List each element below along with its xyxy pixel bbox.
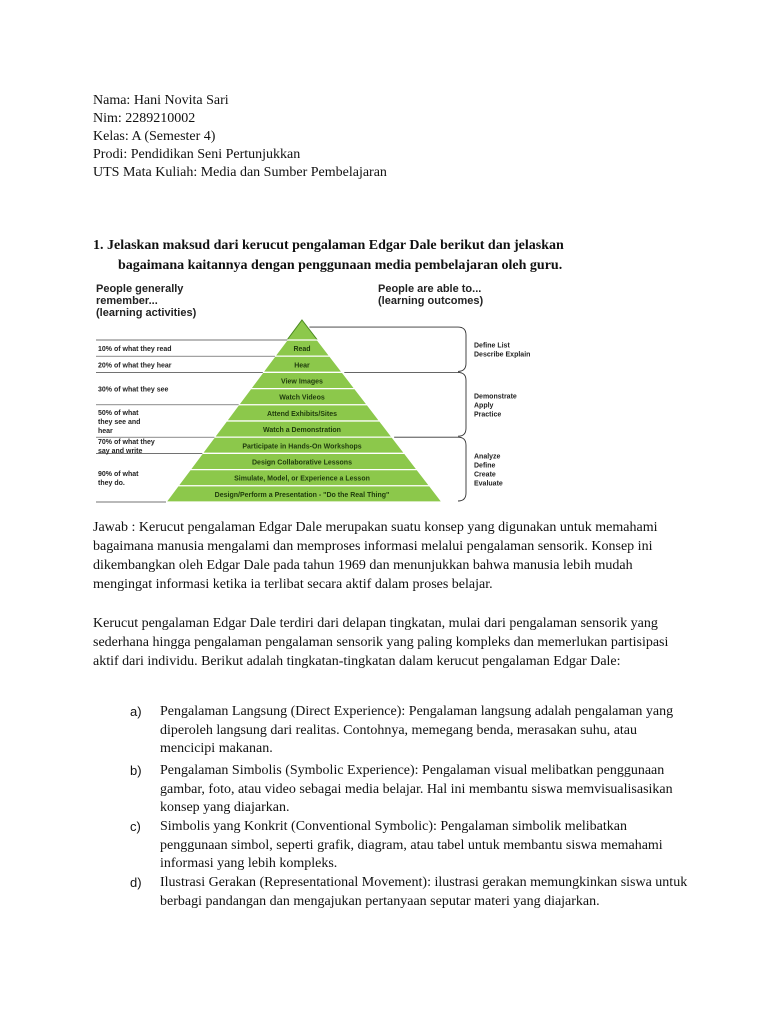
remember-label: 70% of what they [98,438,155,446]
pyramid-level-label: Watch Videos [279,394,325,402]
answer-paragraph-1: Jawab : Kerucut pengalaman Edgar Dale merupakan suatu konsep yang digunakan untuk memahami bagaimana manusia mengalami dan memproses informasi melalui pengalaman sensorik. Konsep ini dikembangkan oleh Edgar Dale pada tahun 1969 dan menunjukkan bahwa manusia lebih mudah mengingat informasi ketika ia terlibat secara aktif dalam proses belajar. [93,520,658,592]
list-item-text: Ilustrasi Gerakan (Representational Movement): ilustrasi gerakan memungkinkan siswa untuk berbagi pandangan dan mengajukan pertanyaan seputar materi yang diajarkan. [160,875,688,909]
list-marker: b) [130,763,142,778]
remember-label: 30% of what they see [98,386,169,394]
student-class: Kelas: A (Semester 4) [93,129,216,144]
study-program: Prodi: Pendidikan Seni Pertunjukkan [93,147,301,162]
remember-label: say and write [98,447,143,455]
right-title-line: People are able to... [378,283,482,295]
outcome-label: Practice [474,411,502,419]
list-marker: c) [130,819,141,834]
right-title-line: (learning outcomes) [378,295,484,307]
exam-course: UTS Mata Kuliah: Media dan Sumber Pembelajaran [93,165,387,180]
pyramid-level-label: Simulate, Model, or Experience a Lesson [234,475,370,483]
outcome-label: Define List [474,342,510,350]
remember-label: they do. [98,480,125,488]
remember-label: they see and [98,419,141,426]
remember-label: hear [98,428,113,435]
left-title-line: remember... [96,295,158,307]
edgar-dale-cone-diagram [92,278,552,510]
list-item-text: Pengalaman Langsung (Direct Experience): Pengalaman langsung adalah pengalaman yang diperoleh langsung dari realitas. Contohnya, memegang benda, merasakan suhu, atau mencicipi makanan. [160,704,674,756]
left-title-line: (learning activities) [96,307,197,319]
outcome-label: Apply [474,402,494,410]
outcome-label: Define [474,462,496,470]
pyramid-level-label: Design Collaborative Lessons [252,459,352,467]
outcome-label: Analyze [474,453,501,461]
outcome-label: Demonstrate [474,393,517,401]
bracket-curve [458,327,466,371]
pyramid-level-label: View Images [281,378,323,386]
list-item [130,703,690,759]
question-line-1: 1. Jelaskan maksud dari kerucut pengalaman Edgar Dale berikut dan jelaskan [93,238,564,253]
outcome-label: Describe Explain [474,351,531,359]
list-item [130,874,690,911]
outcome-label: Evaluate [474,480,503,488]
pyramid-level-label: Design/Perform a Presentation - "Do the Real Thing" [214,491,390,499]
pyramid-cap [287,320,317,340]
answer-paragraph-2: Kerucut pengalaman Edgar Dale terdiri dari delapan tingkatan, mulai dari pengalaman sensorik yang sederhana hingga pengalaman pengalaman sensorik yang paling kompleks dan memerlukan partisipasi aktif dari individu. Berikut adalah tingkatan-tingkatan dalam kerucut pengalaman Edgar Dale: [93,616,669,669]
list-marker: a) [130,704,142,719]
list-item-text: Pengalaman Simbolis (Symbolic Experience): Pengalaman visual melibatkan penggunaan gambar, foto, atau video sebagai media belajar. Hal ini membantu siswa memvisualisasikan konsep yang diajarkan. [160,763,673,815]
remember-label: 20% of what they hear [98,362,172,370]
remember-label: 10% of what they read [98,346,172,354]
pyramid-level-label: Read [293,346,311,354]
pyramid-level-label: Hear [294,362,310,370]
bracket-curve [458,372,466,436]
question-line-2: bagaimana kaitannya dengan penggunaan media pembelajaran oleh guru. [118,258,563,273]
pyramid-level-label: Attend Exhibits/Sites [266,410,338,418]
list-item-text: Simbolis yang Konkrit (Conventional Symbolic): Pengalaman simbolik melibatkan penggunaan simbol, seperti grafik, diagram, atau tabel untuk membantu siswa memahami informasi yang lebih kompleks. [160,819,663,871]
left-title-line: People generally [96,283,184,295]
bracket-curve [458,437,466,501]
remember-label: 90% of what [98,471,139,479]
list-marker: d) [130,875,142,890]
list-item [130,762,690,818]
pyramid-level-label: Watch a Demonstration [263,427,341,435]
student-nim: Nim: 2289210002 [93,111,196,126]
remember-label: 50% of what [98,410,139,417]
list-item [130,818,690,874]
pyramid-level-label: Participate in Hands-On Workshops [242,443,362,451]
outcome-label: Create [474,471,496,479]
student-name: Nama: Hani Novita Sari [93,93,229,108]
